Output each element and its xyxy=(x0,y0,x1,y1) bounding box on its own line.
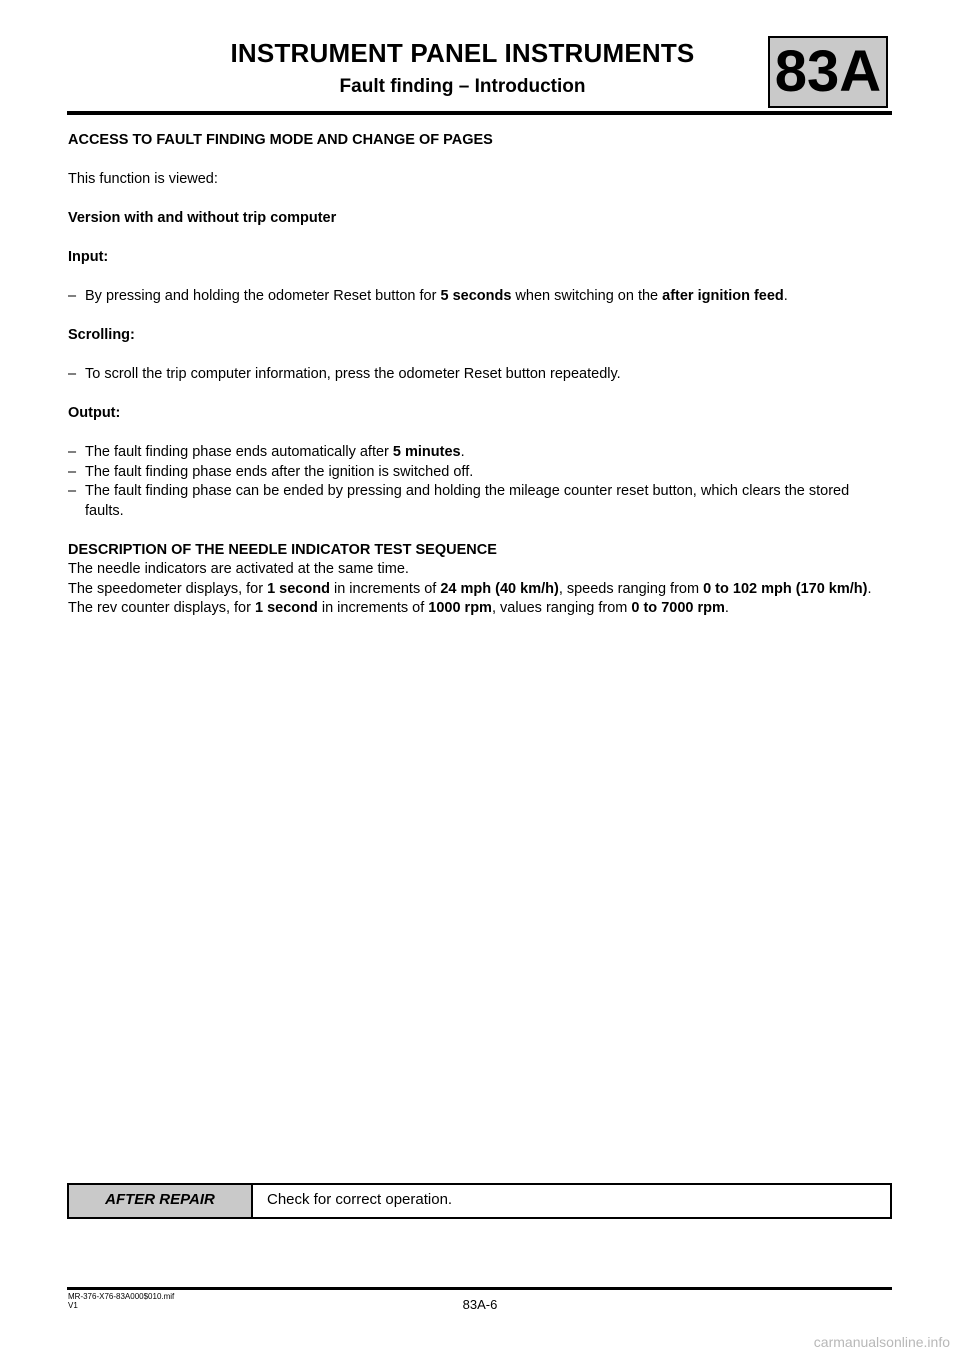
output-heading: Output: xyxy=(68,405,121,421)
scrolling-heading: Scrolling: xyxy=(68,327,135,343)
document-body xyxy=(68,131,890,619)
speedometer-text: The speedometer displays, for 1 second in increments of 24 mph (40 km/h), speeds ranging from 0 to 102 mph (170 km/h). xyxy=(68,580,872,597)
input-heading: Input: xyxy=(68,249,109,265)
watermark: carmanualsonline.info xyxy=(813,1334,950,1350)
header-divider xyxy=(67,111,892,115)
page-subtitle: Fault finding – Introduction xyxy=(339,76,586,97)
rev-counter-text: The rev counter displays, for 1 second in increments of 1000 rpm, values ranging from 0 to 7000 rpm. xyxy=(68,600,729,616)
input-item: – By pressing and holding the odometer Reset button for 5 seconds when switching on the after ignition feed. xyxy=(68,288,788,304)
page-number: 83A-6 xyxy=(462,1297,498,1312)
after-repair-table xyxy=(67,1183,892,1219)
output-item: – The fault finding phase can be ended by pressing and holding the mileage counter reset button, which clears the stored faults. xyxy=(68,483,850,519)
section-badge: 83A xyxy=(768,36,888,108)
scrolling-item: – To scroll the trip computer information, press the odometer Reset button repeatedly. xyxy=(68,366,621,382)
output-item: – The fault finding phase ends after the ignition is switched off. xyxy=(68,463,474,480)
viewed-text: This function is viewed: xyxy=(68,171,218,187)
page-title: INSTRUMENT PANEL INSTRUMENTS xyxy=(230,38,695,68)
section-heading-needle: DESCRIPTION OF THE NEEDLE INDICATOR TEST SEQUENCE xyxy=(68,541,497,558)
after-repair-label: AFTER REPAIR xyxy=(69,1185,253,1217)
footer-version: V1 xyxy=(68,1301,78,1310)
after-repair-text: Check for correct operation. xyxy=(267,1191,453,1208)
needle-text: The needle indicators are activated at the same time. xyxy=(68,561,409,577)
footer-file-reference: MR-376-X76-83A000$010.mif xyxy=(68,1292,175,1301)
output-item: – The fault finding phase ends automatically after 5 minutes. xyxy=(68,444,465,460)
footer-divider xyxy=(67,1287,892,1290)
section-heading-access: ACCESS TO FAULT FINDING MODE AND CHANGE OF PAGES xyxy=(68,132,493,148)
version-heading: Version with and without trip computer xyxy=(68,210,337,226)
